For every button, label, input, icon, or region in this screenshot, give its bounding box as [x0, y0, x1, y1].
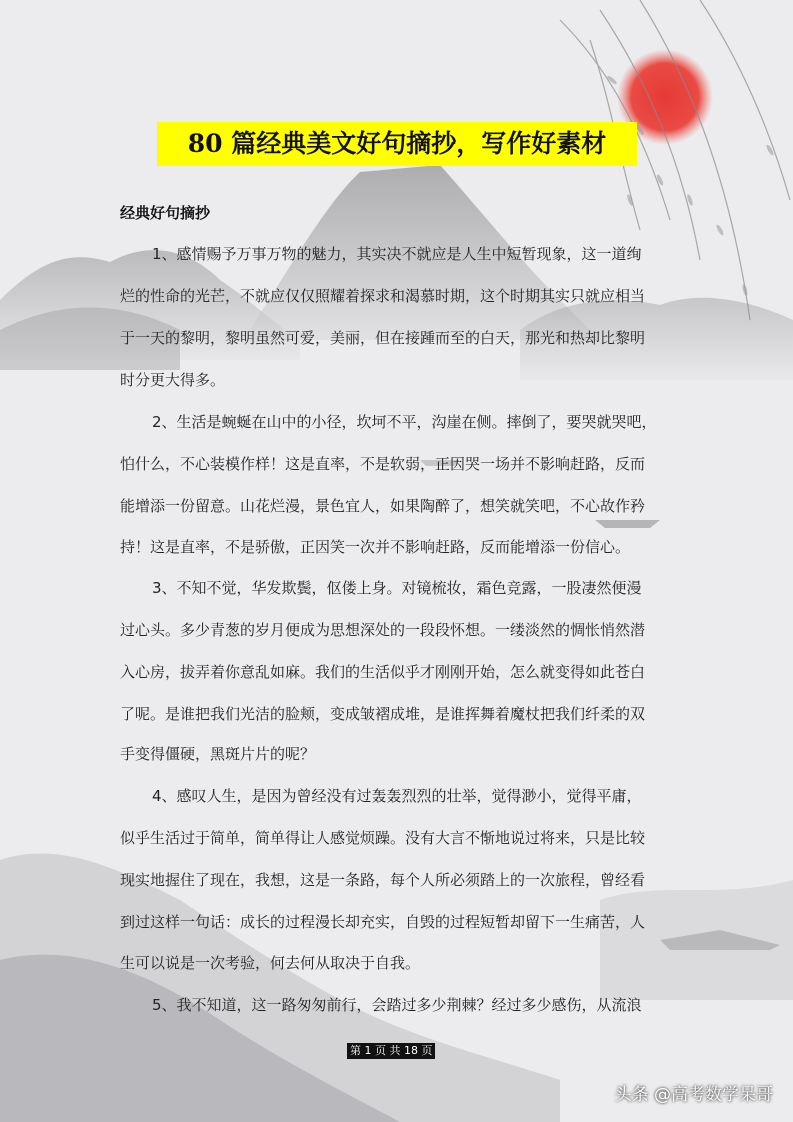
watermark-text: 头条 @高考数学呆哥 — [614, 1085, 773, 1105]
paragraph-line: 现实地握住了现在，我想，这是一条路，每个人所必须踏上的一次旅程，曾经看 — [120, 871, 646, 889]
paragraph-line: 烂的性命的光芒，不就应仅仅照耀着探求和渴慕时期，这个时期其实只就应相当 — [120, 287, 646, 305]
paragraph-line: 怕什么，不心装模作样！这是直率，不是软弱，正因哭一场并不影响赶路，反而 — [120, 455, 646, 473]
paragraph-line: 了呢。是谁把我们光洁的脸颊，变成皱褶成堆，是谁挥舞着魔杖把我们纤柔的双 — [120, 705, 646, 723]
document-title: 80 篇经典美文好句摘抄，写作好素材 — [157, 122, 637, 166]
paragraph-line: 2、生活是蜿蜒在山中的小径，坎坷不平，沟崖在侧。摔倒了，要哭就哭吧， — [152, 413, 657, 431]
section-heading: 经典好句摘抄 — [120, 204, 211, 222]
paragraph-line: 持！这是直率，不是骄傲，正因笑一次并不影响赶路，反而能增添一份信心。 — [120, 538, 631, 556]
paragraph-line: 时分更大得多。 — [120, 371, 226, 389]
paragraph-line: 5、我不知道，这一路匆匆前行，会踏过多少荆棘？经过多少感伤，从流浪 — [152, 996, 642, 1014]
boat-right — [595, 520, 660, 528]
paragraph-line: 4、感叹人生，是因为曾经没有过轰轰烈烈的壮举，觉得渺小，觉得平庸， — [152, 787, 642, 805]
paragraph-line: 过心头。多少青葱的岁月便成为思想深处的一段段怀想。一缕淡然的惆怅悄然潜 — [120, 621, 646, 639]
page-indicator: 第 1 页 共 18 页 — [347, 1043, 435, 1059]
paragraph-line: 3、不知不觉，华发欺鬓，伛偻上身。对镜梳妆，霜色竞露，一股凄然便漫 — [152, 579, 642, 597]
paragraph-line: 入心房，拔弄着你意乱如麻。我们的生活似乎才刚刚开始，怎么就变得如此苍白 — [120, 663, 646, 681]
paragraph-line: 到过这样一句话：成长的过程漫长却充实，自毁的过程短暂却留下一生痛苦，人 — [120, 913, 646, 931]
paragraph-line: 1、感情赐予万事万物的魅力，其实决不就应是人生中短暂现象，这一道绚 — [152, 245, 642, 263]
paragraph-line: 于一天的黎明，黎明虽然可爱，美丽，但在接踵而至的白天，那光和热却比黎明 — [120, 329, 646, 347]
paragraph-line: 生可以说是一次考验，何去何从取决于自我。 — [120, 954, 421, 972]
paragraph-line: 手变得僵硬，黑斑片片的呢？ — [120, 745, 316, 763]
paragraph-line: 似乎生活过于简单，简单得让人感觉烦躁。没有大言不惭地说过将来，只是比较 — [120, 829, 646, 847]
paragraph-line: 能增添一份留意。山花烂漫，景色宜人，如果陶醉了，想笑就笑吧，不心故作矜 — [120, 497, 646, 515]
